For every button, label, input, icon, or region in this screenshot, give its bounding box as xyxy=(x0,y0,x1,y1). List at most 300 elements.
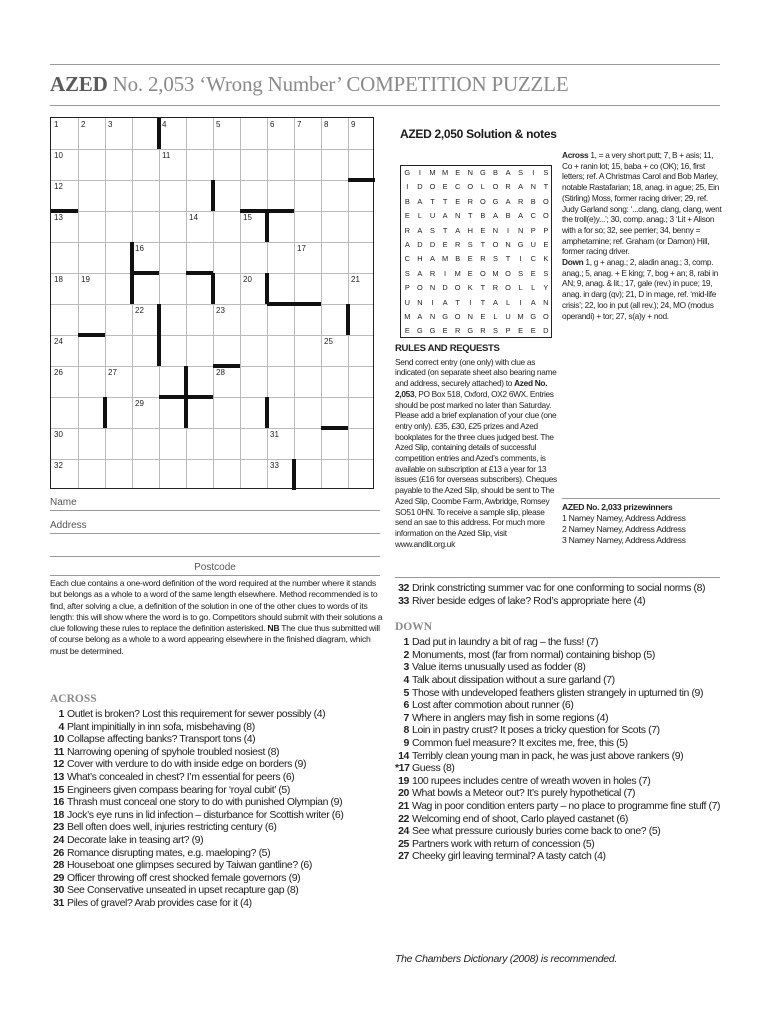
name-label: Name xyxy=(50,497,77,508)
solution-row xyxy=(401,281,551,295)
solution-cell: G xyxy=(417,326,423,336)
across-continued xyxy=(395,582,725,607)
clue-number: 13 xyxy=(54,213,63,222)
clue xyxy=(395,737,725,750)
solution-cell: C xyxy=(404,254,410,264)
clue-text: 100 rupees includes centre of wreath woven in holes (7) xyxy=(412,774,651,787)
grid-line xyxy=(105,118,106,488)
solution-cell: R xyxy=(467,196,473,206)
solution-cell: E xyxy=(518,326,524,336)
solution-cell: A xyxy=(492,211,498,221)
solution-cell: O xyxy=(492,182,499,192)
clue xyxy=(50,897,385,910)
clue-number: 1 xyxy=(54,120,59,129)
winners-rule xyxy=(562,498,720,499)
grid-line xyxy=(186,118,187,488)
solution-cell: M xyxy=(404,311,411,321)
solution-cell: T xyxy=(442,196,448,206)
grid-bar xyxy=(213,364,240,368)
solution-cell: I xyxy=(519,297,522,307)
clue-number: 26 xyxy=(53,846,64,859)
clue-text: Officer throwing off crest shocked female governors (9) xyxy=(67,871,301,884)
clue xyxy=(395,582,725,595)
clue-number: 12 xyxy=(54,182,63,191)
solution-row-text xyxy=(401,180,552,194)
solution-cell: H xyxy=(467,225,473,235)
clue xyxy=(50,809,385,822)
solution-row-text xyxy=(401,310,552,324)
clue-number: 2 xyxy=(403,648,409,661)
clue-number: 22 xyxy=(135,306,144,315)
solution-cell: H xyxy=(417,254,423,264)
solution-cell: N xyxy=(492,225,499,235)
solution-cell: N xyxy=(455,211,461,221)
solution-cell: S xyxy=(543,268,549,278)
solution-cell: G xyxy=(492,196,499,206)
solution-cell: S xyxy=(467,239,473,249)
clue-text: River beside edges of lake? Rod’s appropriate here (4) xyxy=(412,594,646,607)
grid-bar xyxy=(348,178,375,182)
clue-number: 31 xyxy=(53,896,64,909)
solution-cell: I xyxy=(507,225,510,235)
winner-1: 1 Namey Namey, Address Address xyxy=(562,513,686,523)
clue-text: Romance disrupting mates, e.g. maeloping? (5) xyxy=(67,846,271,859)
solution-cell: I xyxy=(519,254,522,264)
clue-number: 4 xyxy=(403,673,409,686)
clue-text: Collapse affecting banks? Transport tons (4) xyxy=(67,733,256,746)
notes-across: 1, = a very short putt; 7, B + asis; 11, Co + ranin lot; 15, baba + co (OK); 16, first letters; ref. A Christmas Carol and Bob Marley, notable Rastafarian; 18, anag. in ague; 25, Ein (Stirling) Moss, former racing driver; 29, ref. Judy Garland song: ‘...clang, clang, clang, went the troll(e)y...’; 30, comp. anag.; 3 ‘Lit + Alison with a for so; 32, see perrier; 34, benny = amphetamine; ref. Graham (or Damon) Hill, former racing driver. xyxy=(562,150,722,257)
solution-cell: U xyxy=(505,311,511,321)
solution-cell: N xyxy=(543,297,549,307)
clue-number: 3 xyxy=(403,661,409,674)
clue-text: Value items unusually used as fodder (8) xyxy=(412,661,586,674)
clue xyxy=(395,825,725,838)
clue-number: 14 xyxy=(189,213,198,222)
solution-grid xyxy=(400,165,552,338)
solution-cell: B xyxy=(492,168,498,177)
solution-cell: R xyxy=(429,268,436,278)
solution-cell: G xyxy=(429,326,436,336)
grid-line xyxy=(321,118,322,488)
solution-cell: R xyxy=(505,182,511,192)
clue xyxy=(395,595,725,608)
clue-number: 19 xyxy=(81,275,90,284)
grid-line xyxy=(51,211,373,212)
clue-number: 24 xyxy=(53,833,64,846)
clue-number: 5 xyxy=(403,686,409,699)
instructions-text: Each clue contains a one-word definition of the word required at the number where it stands but belongs as a whole to a word of the same length elsewhere. Method recommended is to find, after solving a clue, a definition of the solution in one of the other clues to words of its length: this will show where the word is to go. Competitors should submit with their solutions a clue following these rules to replace the definition asterisked. xyxy=(50,578,383,634)
solution-cell: M xyxy=(454,268,461,278)
grid-bar xyxy=(211,273,215,304)
solution-row xyxy=(401,267,551,281)
clue-number: 10 xyxy=(54,151,63,160)
solution-cell: B xyxy=(505,211,511,221)
clue-text: Dad put in laundry a bit of rag – the fuss! (7) xyxy=(412,636,599,649)
clue-text: Outlet is broken? Lost this requirement for sewer possibly (4) xyxy=(67,708,326,720)
clue-number: 18 xyxy=(54,275,63,284)
solution-cell: A xyxy=(417,225,423,235)
clue-text: Loin in pastry crust? It poses a tricky question for Scots (7) xyxy=(412,724,660,737)
clue-number: 5 xyxy=(216,120,221,129)
winner-3: 3 Namey Namey, Address Address xyxy=(562,535,686,545)
clue xyxy=(395,699,725,712)
across-heading: ACROSS xyxy=(50,693,97,705)
solution-cell: A xyxy=(505,168,511,177)
address-label: Address xyxy=(50,520,87,531)
clue-number: 22 xyxy=(398,812,409,825)
grid-line xyxy=(348,118,349,488)
solution-cell: O xyxy=(417,283,423,293)
clue xyxy=(50,847,385,860)
solution-cell: P xyxy=(404,283,410,293)
clue-text: Those with undeveloped feathers glisten strangely in upturned tin (9) xyxy=(412,686,704,699)
rules-and-requests xyxy=(395,344,560,549)
grid-bar xyxy=(240,209,294,213)
solution-cell: R xyxy=(455,239,461,249)
down-list xyxy=(395,636,725,863)
solution-cell: E xyxy=(404,211,410,221)
clue-text: See what pressure curiously buries come back to one? (5) xyxy=(412,825,661,838)
clue-number: 17 xyxy=(297,244,306,253)
title-brand: AZED xyxy=(50,72,108,96)
clue-number: 27 xyxy=(398,850,409,863)
solution-cell: T xyxy=(455,297,460,307)
solution-cell: U xyxy=(429,211,436,221)
clue xyxy=(395,712,725,725)
solution-cell: G xyxy=(517,239,524,249)
clue-number: 29 xyxy=(135,399,144,408)
clue-text: Plant impinitially in inn sofa, misbehaving (8) xyxy=(67,720,255,733)
clue-number: 31 xyxy=(270,430,279,439)
winner-2: 2 Namey Namey, Address Address xyxy=(562,524,686,534)
solution-cell: N xyxy=(467,311,473,321)
clue-number: 30 xyxy=(53,884,64,897)
rules-rest: , PO Box 518, Oxford, OX2 6WX. Entries should be post marked no later than Saturday. Please add a brief explanation of your clue (one entry only). £35, £30, £25 prizes and Azed bookplates for the three clues judged best. The Azed Slip, containing details of successful competition entries and Azed’s comments, is available on subscription at £13 a year for 13 issues (£16 for overseas subscribers). Cheques payable to the Azed Slip, should be sent to The Azed Slip, Coombe Farm, Awbridge, Romsey SO51 0HN. To receive a sample slip, please send an sae to this address. For much more information on the Azed Slip, visit www.andlit.org.uk xyxy=(395,388,557,549)
clue xyxy=(395,724,725,737)
solution-row xyxy=(401,166,551,180)
solution-cell: L xyxy=(417,211,422,221)
clue xyxy=(395,649,725,662)
clue-text: Partners work with return of concession (5) xyxy=(412,837,595,850)
clue-text: See Conservative unseated in upset recapture gap (8) xyxy=(67,884,299,897)
solution-cell: T xyxy=(480,297,486,307)
grid-bar xyxy=(267,302,321,306)
clue xyxy=(50,721,385,734)
solution-cell: N xyxy=(530,182,536,192)
dictionary-note: The Chambers Dictionary (2008) is recommended. xyxy=(395,953,617,965)
solution-cell: E xyxy=(442,239,448,249)
solution-cell: I xyxy=(406,182,409,192)
clue xyxy=(50,784,385,797)
solution-row-text xyxy=(401,281,552,295)
solution-cell: T xyxy=(430,196,435,206)
clue-text: Lost after commotion about runner (6) xyxy=(412,699,574,712)
clue xyxy=(395,800,725,813)
solution-row-text xyxy=(401,238,552,252)
address-field-2[interactable] xyxy=(50,543,380,557)
grid-line xyxy=(240,118,241,488)
solution-row-text xyxy=(401,324,552,338)
clue xyxy=(395,661,725,674)
solution-cell: E xyxy=(543,239,549,249)
solution-row-text xyxy=(401,267,552,281)
solution-cell: L xyxy=(505,297,511,307)
instructions xyxy=(50,578,383,657)
clue xyxy=(395,750,725,763)
clue-number: 21 xyxy=(351,275,360,284)
solution-cell: E xyxy=(530,268,536,278)
solution-cell: I xyxy=(532,168,535,177)
solution-cell: S xyxy=(430,225,435,235)
solution-cell: M xyxy=(429,168,436,177)
clue xyxy=(50,746,385,759)
clue-number: 8 xyxy=(324,120,329,129)
clue-text: What’s concealed in chest? I’m essential for peers (6) xyxy=(67,770,295,783)
grid-bar xyxy=(157,304,161,366)
solution-cell: O xyxy=(429,182,436,192)
clue xyxy=(50,859,385,872)
clue-number: 1 xyxy=(403,636,409,649)
solution-cell: A xyxy=(442,211,448,221)
solution-cell: A xyxy=(455,225,461,235)
solution-row xyxy=(401,180,551,194)
clue-number: 26 xyxy=(54,368,63,377)
solution-cell: E xyxy=(442,326,448,336)
clue-number: 3 xyxy=(108,120,113,129)
grid-bar xyxy=(103,397,107,428)
clue-number: 32 xyxy=(398,582,409,594)
clue-text: Houseboat one glimpses secured by Taiwan gantline? (6) xyxy=(67,859,312,872)
solution-cell: E xyxy=(467,268,473,278)
solution-cell: O xyxy=(479,196,486,206)
page-title xyxy=(50,72,568,97)
solution-cell: N xyxy=(467,168,473,177)
solution-cell: B xyxy=(530,196,536,206)
grid-line xyxy=(51,149,373,150)
solution-cell: E xyxy=(480,311,486,321)
clue xyxy=(395,687,725,700)
solution-cell: M xyxy=(441,168,449,177)
solution-row xyxy=(401,310,551,324)
title-rest: COMPETITION PUZZLE xyxy=(346,72,569,96)
clue-number: 6 xyxy=(270,120,275,129)
solution-cell: T xyxy=(505,254,511,264)
solution-row xyxy=(401,238,551,252)
instructions-nb: NB xyxy=(267,623,280,634)
clue-text: Guess (8) xyxy=(412,762,455,775)
grid-bar xyxy=(186,271,213,275)
solution-row xyxy=(401,252,551,266)
solution-cell: A xyxy=(518,211,524,221)
solution-row xyxy=(401,296,551,310)
solution-row-text xyxy=(401,195,552,209)
solution-cell: T xyxy=(480,239,486,249)
name-field[interactable] xyxy=(50,497,380,511)
clue-number: 32 xyxy=(54,461,63,470)
solution-row xyxy=(401,324,551,338)
clue-number: 20 xyxy=(243,275,252,284)
solution-cell: E xyxy=(455,168,461,177)
solution-cell: S xyxy=(492,254,498,264)
clue-number: 10 xyxy=(53,733,64,746)
grid-line xyxy=(51,242,373,243)
solution-cell: R xyxy=(492,283,499,293)
solution-cell: S xyxy=(492,326,498,336)
clue xyxy=(50,884,385,897)
solution-cell: B xyxy=(404,196,410,206)
clue-number: 6 xyxy=(403,699,409,712)
solution-cell: G xyxy=(530,311,537,321)
clue xyxy=(50,708,385,721)
solution-cell: U xyxy=(404,297,410,307)
clue-number: 12 xyxy=(53,758,64,771)
solution-cell: A xyxy=(518,182,524,192)
grid-bar xyxy=(321,426,348,430)
solution-row-text xyxy=(401,296,552,310)
clue-text: Drink constricting summer vac for one conforming to social norms (8) xyxy=(412,582,706,594)
solution-cell: B xyxy=(455,254,461,264)
clue-number: 11 xyxy=(162,151,171,160)
solution-cell: T xyxy=(468,211,473,221)
clue-number: 25 xyxy=(398,837,409,850)
solution-cell: A xyxy=(442,297,448,307)
solution-cell: G xyxy=(404,168,411,177)
solution-cell: P xyxy=(530,225,536,235)
solution-cell: K xyxy=(543,254,549,264)
solution-cell: O xyxy=(542,196,549,206)
grid-line xyxy=(78,118,79,488)
solution-cell: N xyxy=(417,297,423,307)
solution-cell: I xyxy=(469,297,472,307)
clue-text: Terribly clean young man in pack, he was just above rankers (9) xyxy=(412,749,684,762)
solution-row-text xyxy=(401,166,552,180)
clue-number: 29 xyxy=(53,871,64,884)
clue-text: Engineers given compass bearing for ‘royal cubit’ (5) xyxy=(67,783,290,796)
solution-cell: L xyxy=(531,283,536,293)
solution-cell: A xyxy=(430,254,435,264)
solution-cell: K xyxy=(467,283,473,293)
grid-line xyxy=(51,459,373,460)
title-name: ‘Wrong Number’ xyxy=(199,72,342,96)
clue-number: 18 xyxy=(53,808,64,821)
clue-number: 14 xyxy=(398,749,409,762)
clue-number: 24 xyxy=(54,337,63,346)
clue-text: Bell often does well, injuries restricting century (6) xyxy=(67,821,277,834)
clue-number: 4 xyxy=(162,120,167,129)
solution-notes xyxy=(562,150,722,321)
clue-number: 9 xyxy=(351,120,356,129)
down-column xyxy=(395,582,725,863)
solution-cell: S xyxy=(518,168,524,177)
grid-bar xyxy=(265,211,269,242)
clue xyxy=(50,872,385,885)
across-list xyxy=(50,708,385,910)
clue-number: 27 xyxy=(108,368,117,377)
solution-cell: C xyxy=(530,254,536,264)
solution-cell: S xyxy=(404,268,410,278)
clue-number: 23 xyxy=(53,821,64,834)
clue-text: Welcoming end of shoot, Carlo played castanet (6) xyxy=(412,812,628,825)
grid-bar xyxy=(132,271,159,275)
grid-bar xyxy=(265,273,269,304)
solution-cell: A xyxy=(404,239,410,249)
clue-number: 16 xyxy=(135,244,144,253)
solution-cell: G xyxy=(479,168,486,177)
notes-across-label: Across xyxy=(562,150,589,160)
clue xyxy=(50,733,385,746)
clue-text: Narrowing opening of spyhole troubled nosiest (8) xyxy=(67,745,280,758)
solution-cell: A xyxy=(417,268,423,278)
solution-cell: D xyxy=(417,182,423,192)
clue-number: 15 xyxy=(53,783,64,796)
solution-cell: I xyxy=(431,297,434,307)
solution-cell: Y xyxy=(543,283,549,293)
clue-text: Talk about dissipation without a sure garland (7) xyxy=(412,673,615,686)
postcode-field[interactable] xyxy=(50,562,380,576)
clue-number: 33 xyxy=(398,594,409,607)
postcode-label: Postcode xyxy=(194,562,236,573)
rules-title: RULES AND REQUESTS xyxy=(395,343,500,354)
clue-number: 20 xyxy=(398,787,409,800)
winners-title: AZED No. 2,033 prizewinners xyxy=(562,502,673,512)
grid-bar xyxy=(211,180,215,211)
address-field[interactable] xyxy=(50,520,380,534)
solution-cell: O xyxy=(492,239,499,249)
solution-cell: R xyxy=(480,254,486,264)
solution-cell: D xyxy=(442,283,448,293)
solution-cell: O xyxy=(542,311,549,321)
instructions-end: The clue thus submitted will of course belong as a whole to a word appearing elsewhere in the finished diagram, which must be determined. xyxy=(50,623,380,656)
solution-cell: P xyxy=(505,326,511,336)
clue-text: What bowls a Meteor out? It’s purely hypothetical (7) xyxy=(412,787,636,800)
solution-cell: I xyxy=(444,268,447,278)
clue-text: Thrash must conceal one story to do with punished Olympian (9) xyxy=(67,796,343,809)
grid-line xyxy=(51,366,373,367)
clue-number: 2 xyxy=(81,120,86,129)
solution-cell: S xyxy=(518,268,524,278)
clue-number: 7 xyxy=(297,120,302,129)
clue-number: 15 xyxy=(243,213,252,222)
solution-cell: O xyxy=(467,182,474,192)
solution-title: AZED 2,050 Solution & notes xyxy=(400,127,557,141)
solution-cell: E xyxy=(530,326,536,336)
solution-cell: L xyxy=(518,283,523,293)
solution-cell: O xyxy=(542,211,549,221)
prizewinners xyxy=(562,502,727,546)
clue xyxy=(50,758,385,771)
solution-cell: T xyxy=(442,225,448,235)
crossword-grid[interactable] xyxy=(50,117,374,489)
solution-cell: A xyxy=(492,297,498,307)
clue xyxy=(395,775,725,788)
solution-cell: R xyxy=(455,326,461,336)
notes-down: 1, g + anag.; 2, aladin anag.; 3, comp. anag.; 5, anag. + E king; 7, bog + an; 8, rabi in AN; 9, anag. & lit.; 17, gale (rev.) in puce; 19, anag. in darg (qv); 21, D in mage, ref. ‘mid-life crisis’; 22, loo in put (all rev.); 24, MO (modus operandi) + tor; 27, s(a)y + nod. xyxy=(562,257,718,321)
solution-cell: D xyxy=(417,239,423,249)
solution-cell: C xyxy=(455,182,461,192)
title-rule xyxy=(50,105,720,106)
clue xyxy=(395,762,725,775)
solution-cell: L xyxy=(480,182,485,192)
solution-cell: E xyxy=(455,196,461,206)
clue-number: 9 xyxy=(403,736,409,749)
solution-cell: R xyxy=(517,196,524,206)
solution-row xyxy=(401,209,551,223)
solution-cell: I xyxy=(418,168,421,177)
clue xyxy=(395,636,725,649)
solution-cell: N xyxy=(429,311,436,321)
clue-text: Where in anglers may fish in some regions (4) xyxy=(412,711,609,724)
grid-bar xyxy=(159,395,213,399)
